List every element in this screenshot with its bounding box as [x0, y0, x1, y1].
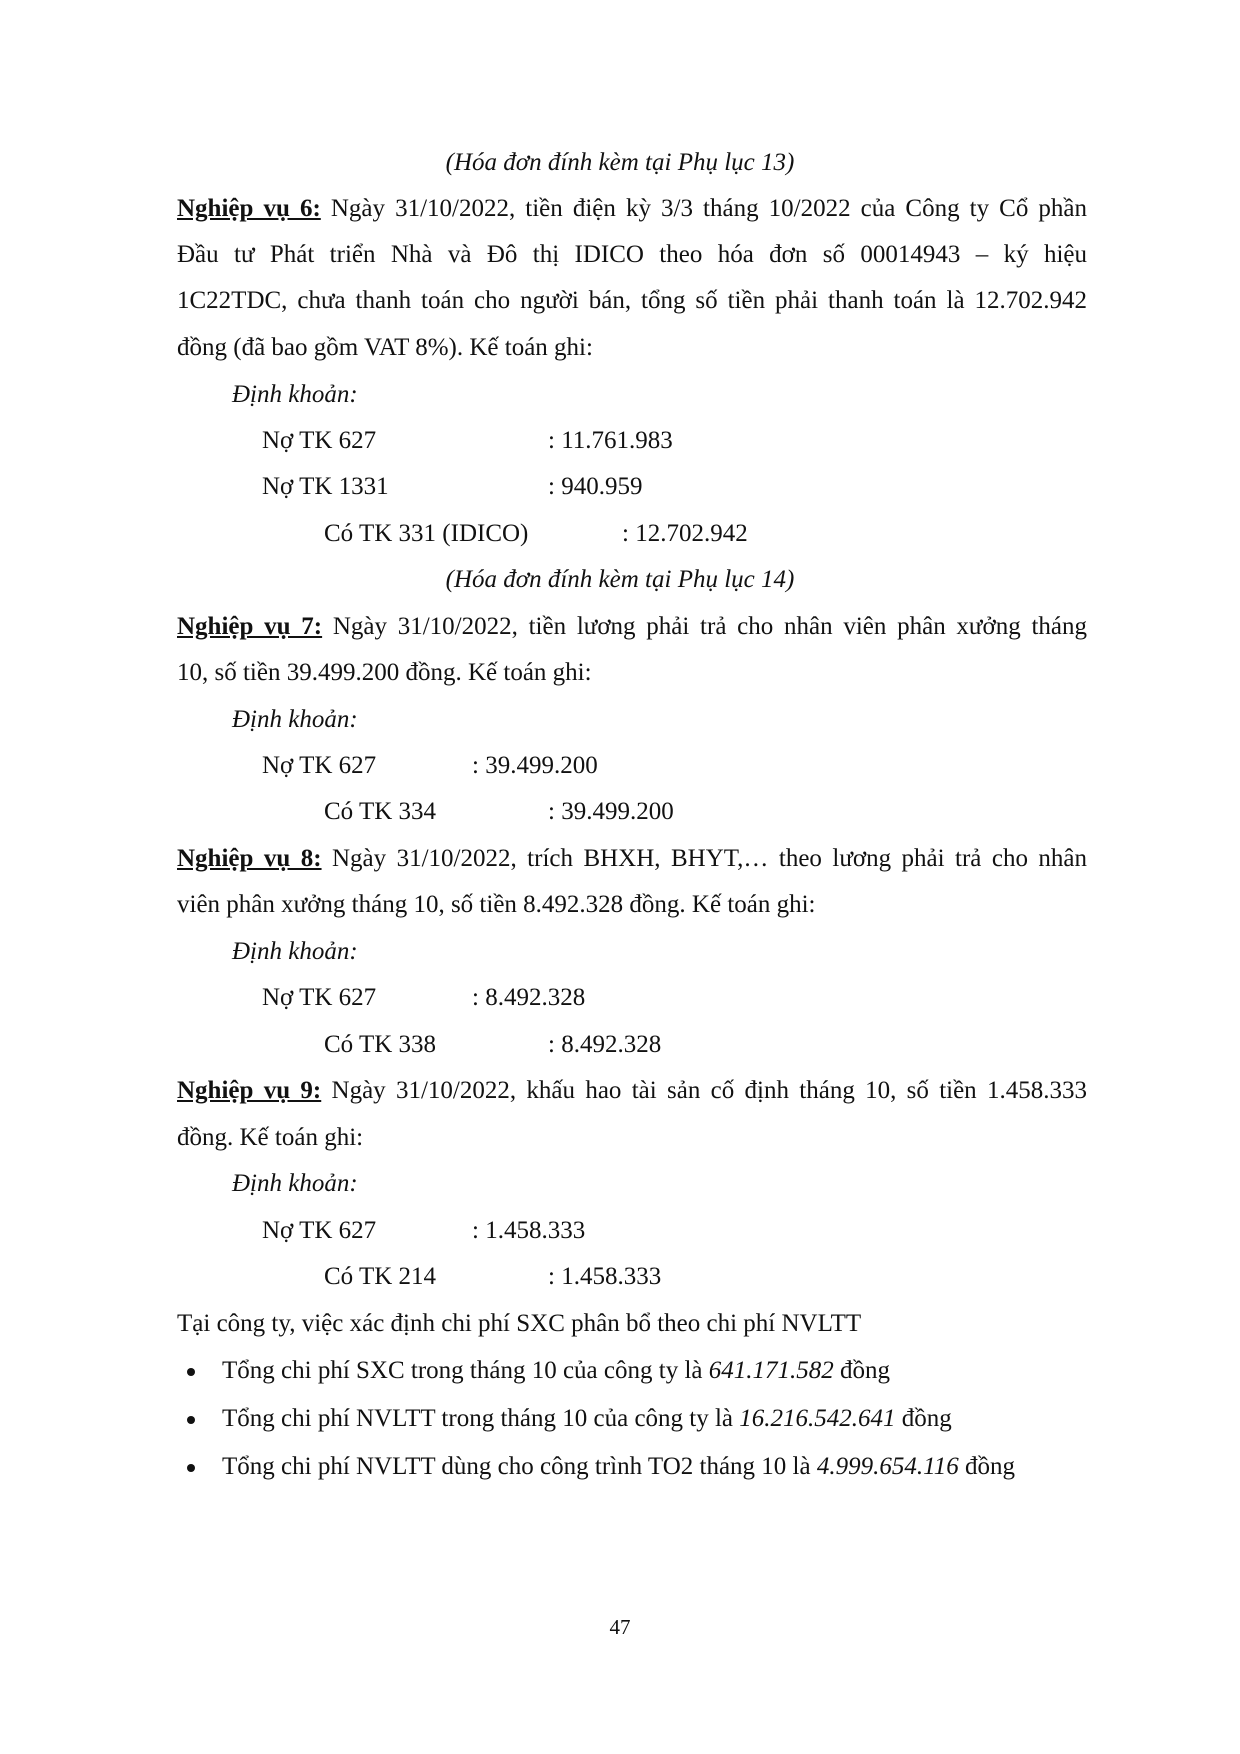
transaction-6-line-4: đồng (đã bao gồm VAT 8%). Kế toán ghi:	[177, 334, 593, 361]
nvltt-total-value: 16.216.542.641	[739, 1405, 896, 1432]
transaction-6-label: Nghiệp vụ 6:	[177, 195, 321, 222]
bullet-icon	[187, 1416, 195, 1424]
transaction-8-label: Nghiệp vụ 8:	[177, 845, 322, 872]
sxc-total-value: 641.171.582	[708, 1357, 834, 1384]
transaction-7-credit-amount: : 39.499.200	[548, 798, 674, 825]
transaction-9-entry-heading: Định khoản:	[232, 1170, 358, 1197]
transaction-8-credit-amount: : 8.492.328	[548, 1031, 662, 1058]
appendix-reference-13: (Hóa đơn đính kèm tại Phụ lục 13)	[445, 149, 795, 176]
transaction-8-entry-heading: Định khoản:	[232, 938, 358, 965]
page-number: 47	[609, 1615, 631, 1639]
bullet-icon	[187, 1368, 195, 1376]
appendix-reference-14: (Hóa đơn đính kèm tại Phụ lục 14)	[445, 566, 795, 593]
transaction-6-vat-amount: : 940.959	[548, 473, 643, 500]
transaction-8-line-1: Nghiệp vụ 8: Ngày 31/10/2022, trích BHXH, BHYT,… theo lương phải trả cho nhân	[177, 845, 1087, 872]
transaction-8-credit-account: Có TK 338	[324, 1031, 437, 1058]
transaction-7-line-1: Nghiệp vụ 7: Ngày 31/10/2022, tiền lương phải trả cho nhân viên phân xưởng tháng	[177, 613, 1087, 640]
transaction-9-label: Nghiệp vụ 9:	[177, 1077, 322, 1104]
transaction-9-debit-account: Nợ TK 627	[262, 1217, 377, 1244]
transaction-6-line-3: 1C22TDC, chưa thanh toán cho người bán, tổng số tiền phải thanh toán là 12.702.942	[177, 287, 1087, 314]
transaction-8-debit-account: Nợ TK 627	[262, 984, 377, 1011]
transaction-7-entry-heading: Định khoản:	[232, 706, 358, 733]
transaction-8-debit-amount: : 8.492.328	[472, 984, 586, 1011]
bullet-icon	[187, 1464, 195, 1472]
transaction-9-line-2: đồng. Kế toán ghi:	[177, 1124, 364, 1151]
transaction-9-credit-amount: : 1.458.333	[548, 1263, 662, 1290]
transaction-6-credit-amount: : 12.702.942	[622, 520, 748, 547]
transaction-9-credit-account: Có TK 214	[324, 1263, 437, 1290]
to2-nvltt-value: 4.999.654.116	[816, 1453, 959, 1480]
transaction-9-line-1: Nghiệp vụ 9: Ngày 31/10/2022, khấu hao tài sản cố định tháng 10, số tiền 1.458.333	[177, 1077, 1087, 1104]
transaction-7-debit-account: Nợ TK 627	[262, 752, 377, 779]
transaction-7-credit-account: Có TK 334	[324, 798, 437, 825]
transaction-6-entry-heading: Định khoản:	[232, 381, 358, 408]
transaction-6-debit-account: Nợ TK 627	[262, 427, 377, 454]
summary-item-sxc-total: Tổng chi phí SXC trong tháng 10 của công ty là 641.171.582 đồng	[222, 1357, 890, 1384]
transaction-6-line-2: Đầu tư Phát triển Nhà và Đô thị IDICO theo hóa đơn số 00014943 – ký hiệu	[177, 241, 1087, 268]
transaction-9-debit-amount: : 1.458.333	[472, 1217, 586, 1244]
transaction-6-line-1: Nghiệp vụ 6: Ngày 31/10/2022, tiền điện kỳ 3/3 tháng 10/2022 của Công ty Cổ phần	[177, 195, 1088, 222]
transaction-6-credit-account: Có TK 331 (IDICO)	[324, 520, 529, 547]
transaction-6-debit-amount: : 11.761.983	[548, 427, 673, 454]
summary-item-to2-nvltt: Tổng chi phí NVLTT dùng cho công trình TO2 tháng 10 là 4.999.654.116 đồng	[222, 1453, 1016, 1480]
summary-item-nvltt-total: Tổng chi phí NVLTT trong tháng 10 của công ty là 16.216.542.641 đồng	[222, 1405, 952, 1432]
transaction-8-line-2: viên phân xưởng tháng 10, số tiền 8.492.328 đồng. Kế toán ghi:	[177, 891, 816, 918]
transaction-7-debit-amount: : 39.499.200	[472, 752, 598, 779]
transaction-6-vat-account: Nợ TK 1331	[262, 473, 389, 500]
allocation-intro: Tại công ty, việc xác định chi phí SXC phân bổ theo chi phí NVLTT	[177, 1310, 862, 1337]
transaction-7-line-2: 10, số tiền 39.499.200 đồng. Kế toán ghi:	[177, 659, 592, 686]
transaction-7-label: Nghiệp vụ 7:	[177, 613, 323, 640]
